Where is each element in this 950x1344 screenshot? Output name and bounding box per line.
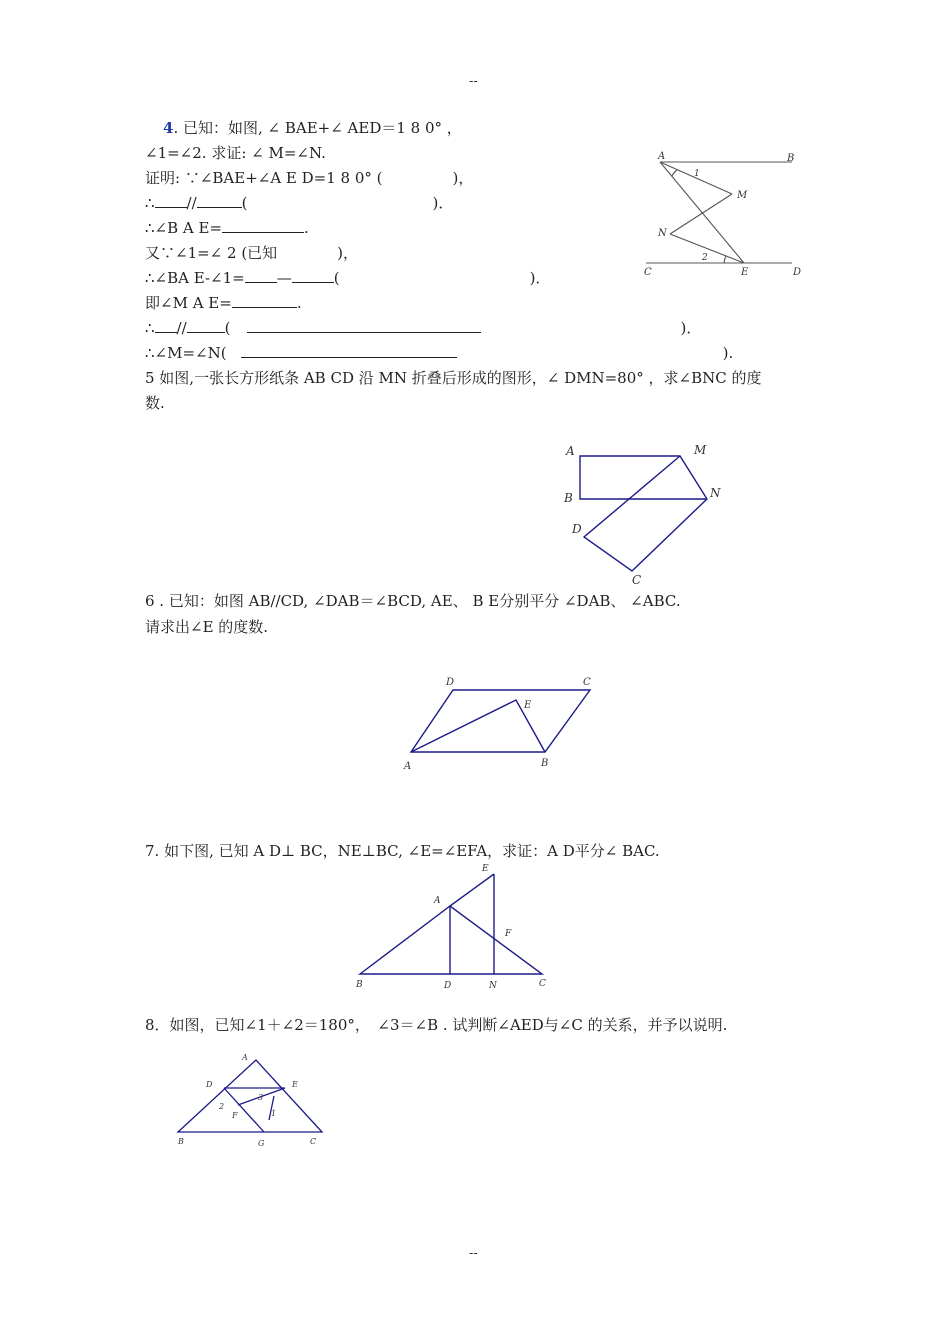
- figure-6: [398, 672, 608, 777]
- angle-1-label: 1: [694, 169, 700, 179]
- label-d: D: [572, 522, 582, 536]
- blank: [155, 318, 177, 333]
- parallelogram-abcd: [411, 690, 590, 752]
- blank: [155, 193, 187, 208]
- label-b: B: [564, 491, 573, 505]
- blank: [232, 293, 297, 308]
- angle-1-arc: [672, 170, 677, 176]
- label-a: A: [566, 444, 575, 458]
- blank: [197, 193, 242, 208]
- label-e: E: [524, 700, 532, 711]
- problem-4-line-4: ∴ // ( )．: [145, 194, 454, 212]
- blank: [241, 343, 457, 358]
- problem-8-line-1: 8．如图，已知∠1＋∠2＝180°， ∠3＝∠B . 试判断∠AED与∠C 的关系，并予以说明.: [145, 1016, 728, 1034]
- label-n: N: [489, 981, 497, 991]
- blank: [292, 268, 334, 283]
- figure-5: [560, 440, 730, 590]
- problem-4-line-7: ∴∠BA E-∠1= — ( )．: [145, 269, 551, 287]
- angle-1-label: 1: [271, 1109, 277, 1118]
- problem-4-line-9: ∴ // ( )．: [145, 319, 702, 337]
- problem-4-line-2: ∠1=∠2. 求证: ∠ M=∠N.: [145, 144, 326, 162]
- label-g: G: [258, 1139, 265, 1148]
- segment-ae: [660, 162, 744, 263]
- problem-4-number: 4: [163, 119, 174, 137]
- blank: [247, 318, 481, 333]
- problem-4-line-5: ∴∠B A E= .: [145, 219, 309, 237]
- blank: [222, 218, 304, 233]
- triangle-abc: [360, 906, 542, 974]
- label-b: B: [541, 758, 549, 769]
- problem-6-line-1: 6 . 已知：如图 AB//CD, ∠DAB＝∠BCD, AE、 B E分别平分 ∠DAB、 ∠ABC.: [145, 592, 681, 610]
- segment-mn: [670, 194, 732, 234]
- problem-6-line-2: 请求出∠E 的度数.: [145, 618, 269, 636]
- problem-5-line-2: 数.: [145, 394, 165, 412]
- triangle-abc: [178, 1060, 322, 1132]
- label-d: D: [793, 267, 802, 278]
- angle-2-label: 2: [702, 253, 708, 263]
- problem-4-line-3: 证明: ∵∠BAE+∠A E D=1 8 0° ( )，: [145, 169, 474, 187]
- blank: [245, 268, 277, 283]
- page-top-mark: --: [469, 74, 478, 89]
- problem-4-line-8: 即∠M A E= .: [145, 294, 302, 312]
- label-a: A: [242, 1053, 248, 1062]
- problem-4-line-10: ∴∠M=∠N( ).: [145, 344, 734, 362]
- label-e: E: [741, 267, 749, 278]
- label-d: D: [444, 981, 452, 991]
- figure-4: [640, 150, 820, 285]
- label-c: C: [539, 979, 546, 989]
- label-e: E: [482, 864, 489, 874]
- problem-4-line-1: 4. 已知：如图, ∠ BAE+∠ AED＝1 8 0° ，: [163, 119, 462, 137]
- label-e: E: [292, 1080, 298, 1089]
- label-f: F: [232, 1111, 238, 1120]
- problem-7-line-1: 7. 如下图, 已知 A D⊥ BC，NE⊥BC, ∠E=∠EFA，求证：A D平分∠ BAC.: [145, 842, 660, 860]
- label-m: M: [737, 190, 748, 201]
- label-n: N: [710, 486, 721, 500]
- label-n: N: [658, 228, 667, 239]
- label-a: A: [404, 761, 412, 772]
- label-d: D: [446, 677, 455, 688]
- angle-2-arc: [724, 256, 726, 263]
- angle-3-label: 3: [258, 1093, 264, 1102]
- figure-8: [170, 1050, 330, 1150]
- label-c: C: [583, 677, 591, 688]
- label-f: F: [505, 929, 512, 939]
- label-b: B: [787, 153, 795, 164]
- rectangle-part: [580, 456, 707, 499]
- angle-2-label: 2: [219, 1102, 225, 1111]
- label-b: B: [178, 1137, 184, 1146]
- label-c: C: [632, 573, 642, 587]
- folded-strip: [584, 456, 707, 571]
- problem-5-line-1: 5 如图,一张长方形纸条 AB CD 沿 MN 折叠后形成的图形，∠ DMN=80° ，求∠BNC 的度: [145, 369, 762, 387]
- label-c: C: [644, 267, 652, 278]
- label-c: C: [310, 1137, 317, 1146]
- label-m: M: [694, 443, 707, 457]
- page-bottom-mark: --: [469, 1246, 478, 1261]
- blank: [187, 318, 225, 333]
- label-d: D: [206, 1080, 213, 1089]
- problem-4-line-6: 又∵∠1=∠ 2 (已知 )，: [145, 244, 359, 262]
- label-a: A: [658, 151, 666, 162]
- figure-7: [350, 860, 555, 995]
- segment-ea: [450, 874, 494, 906]
- label-b: B: [356, 980, 363, 990]
- label-a: A: [434, 896, 441, 906]
